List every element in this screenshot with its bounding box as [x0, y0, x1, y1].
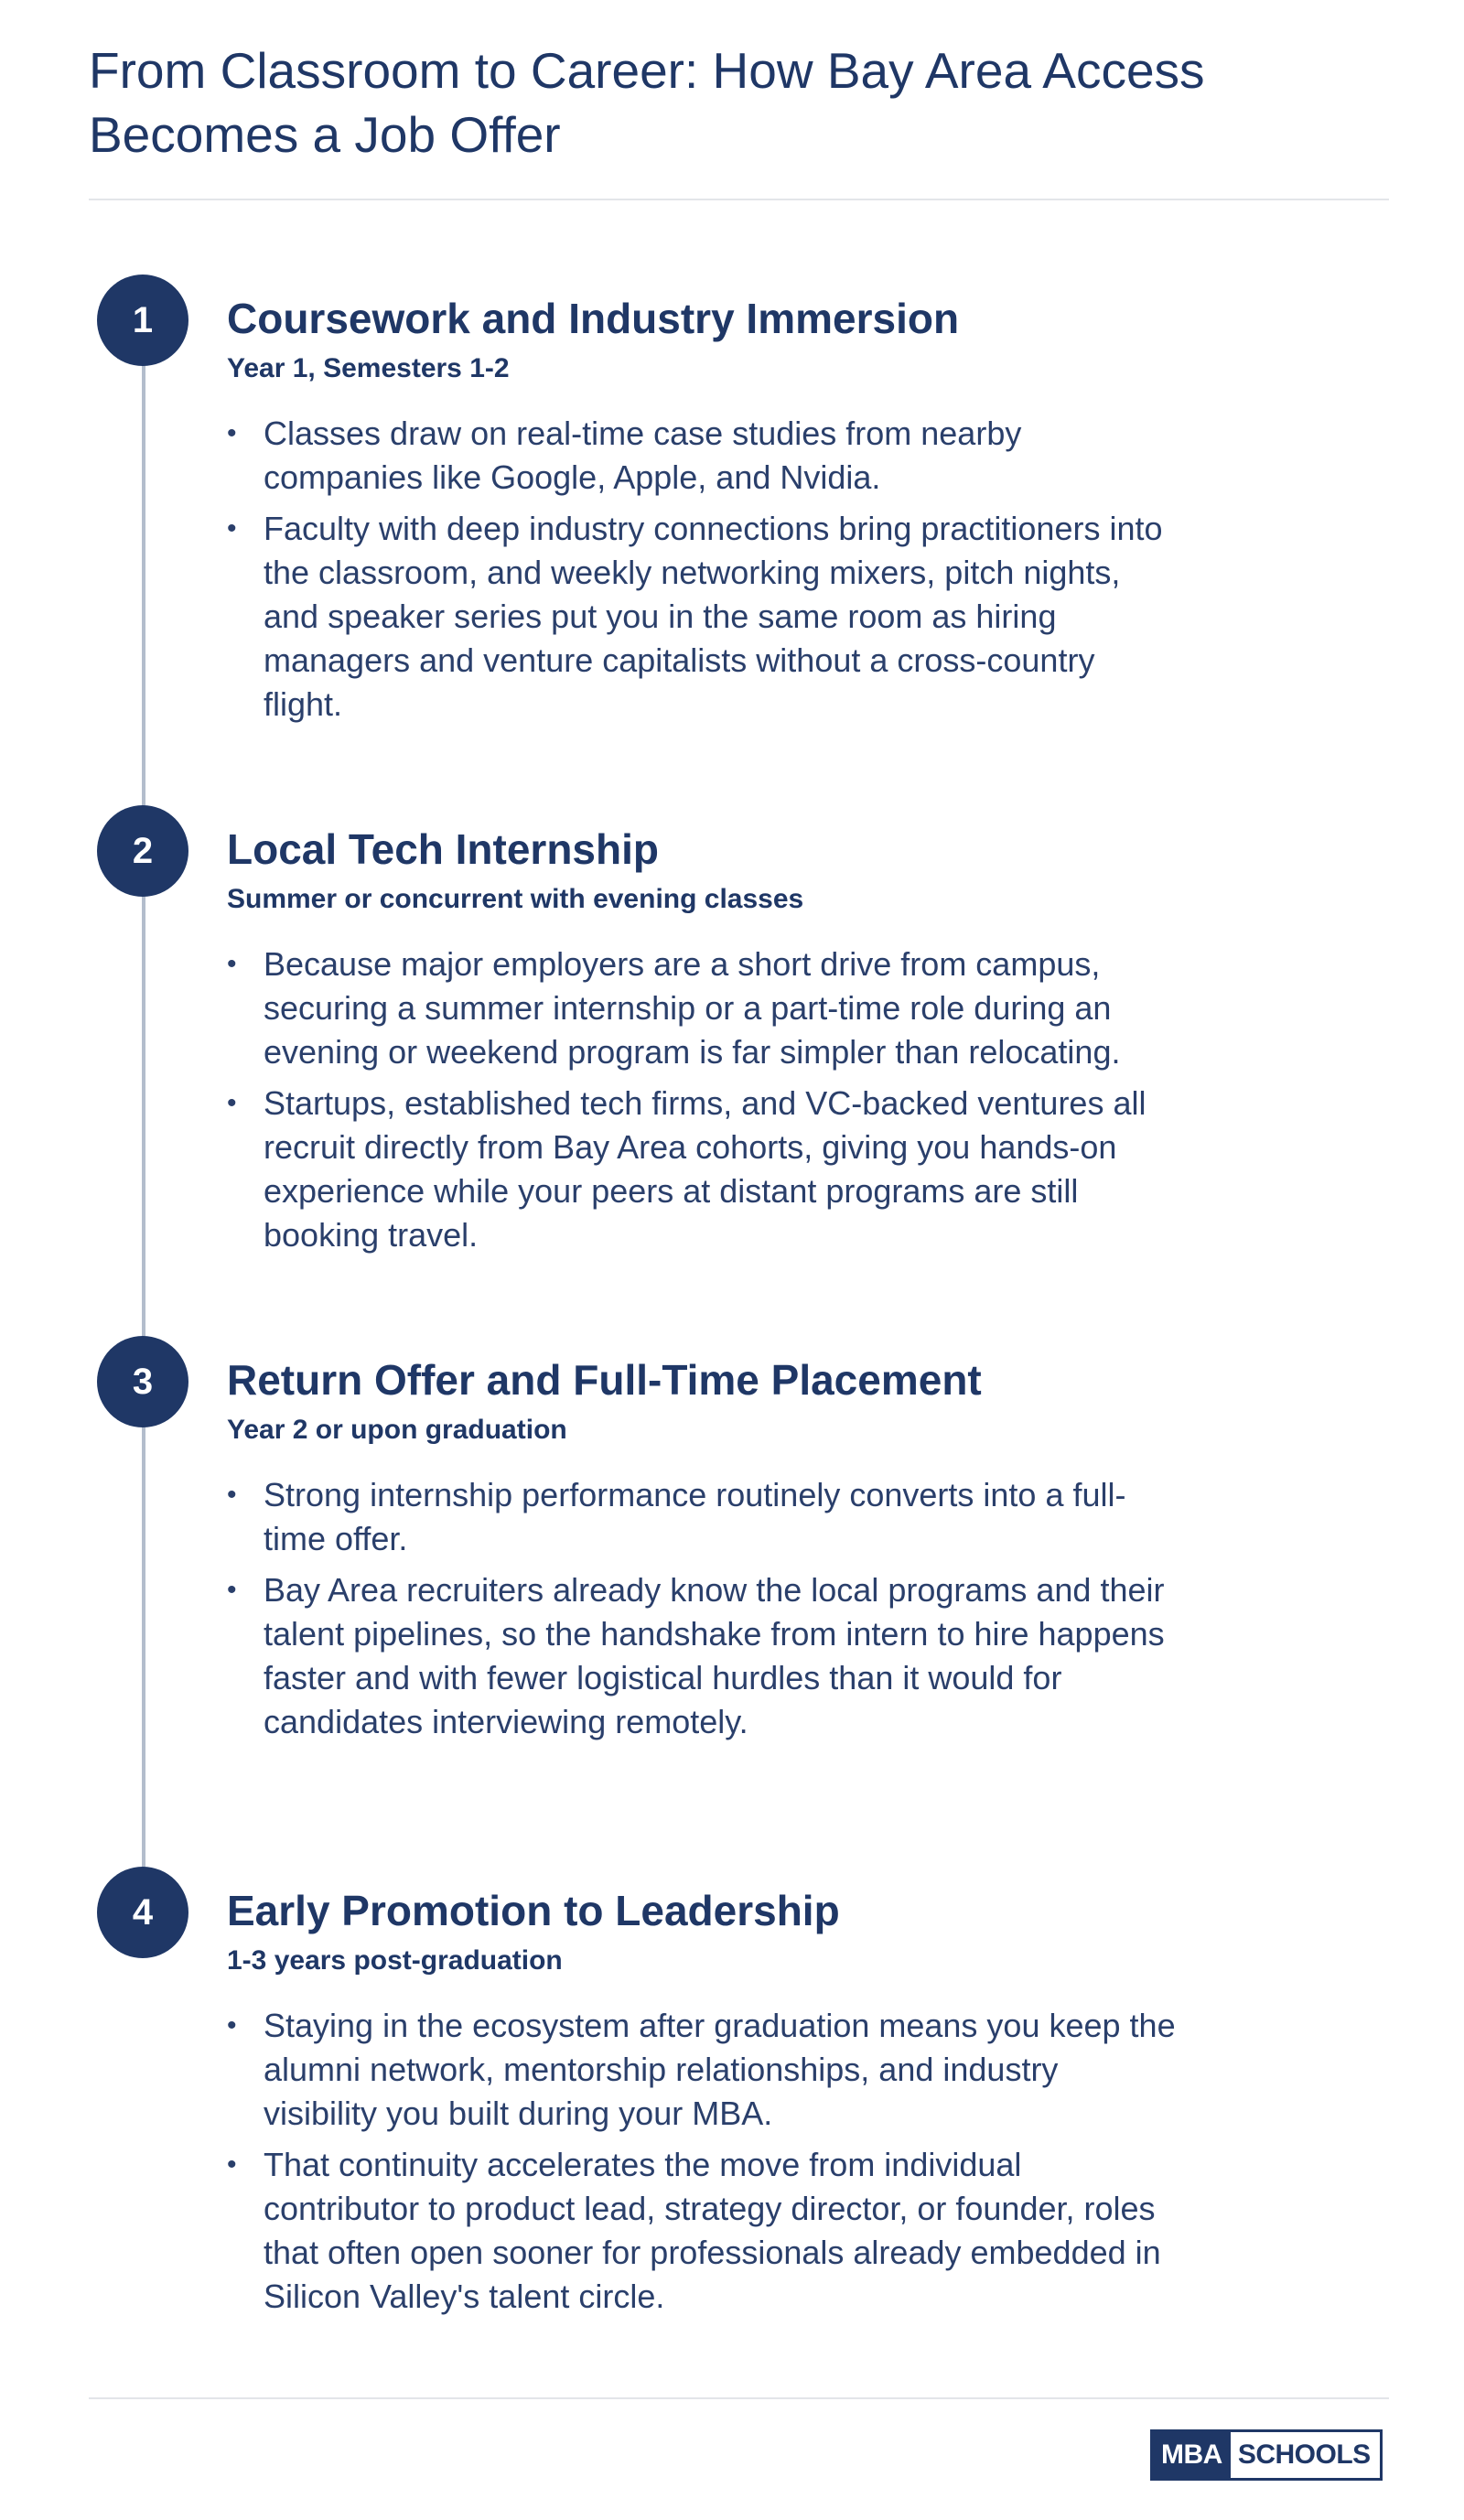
top-divider [89, 199, 1389, 200]
bullet-dot-icon: • [227, 418, 237, 448]
bullet-text: Because major employers are a short drive from campus, securing a summer internship or a part-time role during an evening or weekend program is far simpler than relocating. [264, 945, 1121, 1071]
bullet-dot-icon: • [227, 1480, 237, 1510]
step-heading: Local Tech Internship [227, 825, 659, 873]
step-period: Summer or concurrent with evening classes [227, 884, 804, 914]
bullet-dot-icon: • [227, 949, 237, 979]
bullet-text: Classes draw on real-time case studies from nearby companies like Google, Apple, and Nvidia. [264, 415, 1022, 496]
step-heading: Coursework and Industry Immersion [227, 295, 960, 342]
bullet-item [227, 1473, 1179, 1561]
mba-schools-logo [1150, 2429, 1383, 2481]
step-heading: Return Offer and Full-Time Placement [227, 1356, 982, 1404]
step-period: 1-3 years post-graduation [227, 1945, 563, 1976]
bullet-dot-icon: • [227, 2149, 237, 2180]
step-number-badge: 4 [97, 1867, 188, 1958]
bullet-text: That continuity accelerates the move from individual contributor to product lead, strategy director, or founder, roles that often open sooner for professionals already embedded in Silicon Valley's talent circle. [264, 2146, 1161, 2315]
bullet-item [227, 507, 1179, 727]
timeline-line [142, 320, 145, 1908]
bullet-text: Faculty with deep industry connections bring practitioners into the classroom, and weekly networking mixers, pitch nights, and speaker series put you in the same room as hiring managers and venture capitalists without a cross-country flight. [264, 510, 1163, 723]
bullet-item [227, 1568, 1179, 1744]
bullet-dot-icon: • [227, 513, 237, 544]
step-period: Year 2 or upon graduation [227, 1415, 567, 1445]
bullet-item [227, 2143, 1179, 2319]
step-bullet-list [227, 1473, 1179, 1751]
logo-schools-text: SCHOOLS [1237, 2439, 1371, 2470]
step-heading: Early Promotion to Leadership [227, 1887, 840, 1934]
logo-mba-text: MBA [1153, 2432, 1231, 2478]
bottom-divider [89, 2397, 1389, 2399]
bullet-text: Startups, established tech firms, and VC-backed ventures all recruit directly from Bay Area cohorts, giving you hands-on experience while your peers at distant programs are still booking travel. [264, 1084, 1146, 1254]
step-period: Year 1, Semesters 1-2 [227, 353, 510, 383]
bullet-text: Strong internship performance routinely converts into a full-time offer. [264, 1476, 1126, 1557]
bullet-dot-icon: • [227, 1088, 237, 1118]
bullet-item [227, 1082, 1179, 1257]
step-number-badge: 3 [97, 1336, 188, 1427]
step-number-badge: 1 [97, 275, 188, 366]
step-number-badge: 2 [97, 805, 188, 897]
bullet-dot-icon: • [227, 1575, 237, 1605]
step-bullet-list [227, 2004, 1179, 2326]
bullet-text: Staying in the ecosystem after graduation means you keep the alumni network, mentorship relationships, and industry visibility you built during your MBA. [264, 2007, 1176, 2132]
bullet-item [227, 942, 1179, 1074]
step-bullet-list [227, 412, 1179, 734]
page-title: From Classroom to Career: How Bay Area Access Becomes a Job Offer [89, 42, 1205, 163]
bullet-item [227, 2004, 1179, 2136]
step-bullet-list [227, 942, 1179, 1265]
bullet-item [227, 412, 1179, 500]
bullet-dot-icon: • [227, 2010, 237, 2041]
bullet-text: Bay Area recruiters already know the local programs and their talent pipelines, so the handshake from intern to hire happens faster and with fewer logistical hurdles than it would for candidates interviewing remotely. [264, 1571, 1165, 1740]
